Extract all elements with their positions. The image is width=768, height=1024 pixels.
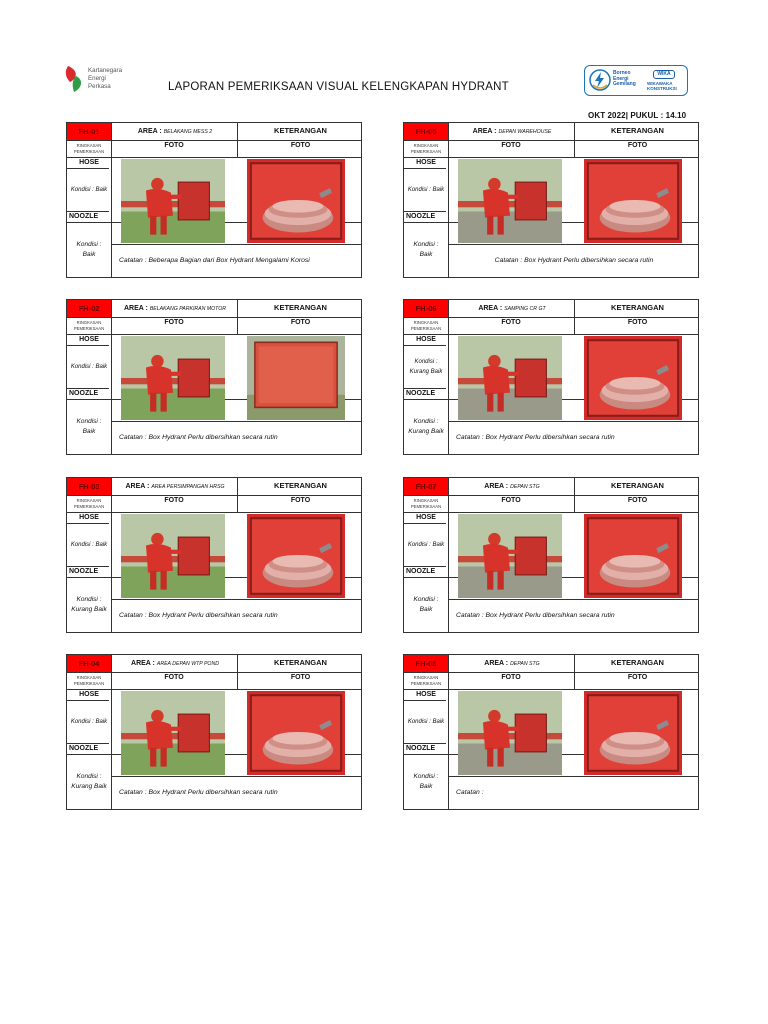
noozle-kondisi: Kondisi : Baik xyxy=(76,418,102,435)
noozle-kondisi: Kondisi : Kurang Baik xyxy=(71,596,107,613)
inspection-photo-hose-box xyxy=(247,336,345,420)
hose-kondisi: Kondisi : Kurang Baik xyxy=(409,359,443,375)
noozle-kondisi: Kondisi : Kurang Baik xyxy=(71,773,107,790)
foto-header-2: FOTO xyxy=(290,497,311,504)
area-value: DEPAN STG xyxy=(510,661,540,667)
company-logo-right xyxy=(584,65,688,96)
hose-kondisi: Kondisi : Baik xyxy=(70,542,108,548)
catatan-note: Catatan : Box Hydrant Perlu dibersihkan secara rutin xyxy=(119,434,278,441)
hydrant-card-fh-05 xyxy=(403,122,699,278)
ringkasan-label: RINGKASAN PEMERIKSAAN xyxy=(73,320,105,331)
hose-label: HOSE xyxy=(79,691,99,698)
foto-header-1: FOTO xyxy=(164,142,184,149)
area-label: AREA : BELAKANG PARKIRAN MOTOR xyxy=(123,305,227,312)
company-logo-left xyxy=(62,64,152,96)
inspection-photo-hose-box xyxy=(247,691,345,775)
hose-label: HOSE xyxy=(416,691,436,698)
inspection-photo-worker xyxy=(121,336,225,420)
ringkasan-label: RINGKASAN PEMERIKSAAN xyxy=(410,675,442,686)
keterangan-header: KETERANGAN xyxy=(274,126,327,135)
area-value: SAMPING CR GT xyxy=(504,306,546,312)
inspection-photo-worker xyxy=(458,336,562,420)
ringkasan-label: RINGKASAN PEMERIKSAAN xyxy=(73,143,105,154)
lightning-bolt-icon xyxy=(589,69,611,91)
hydrant-card-fh-08 xyxy=(403,654,699,810)
keterangan-header: KETERANGAN xyxy=(274,658,327,667)
foto-header-1: FOTO xyxy=(501,497,521,504)
catatan-note: Catatan : Beberapa Bagian dari Box Hydrant Mengalami Korosi xyxy=(119,257,310,264)
leaf-logo-icon xyxy=(62,64,86,94)
catatan-note: Catatan : Box Hydrant Perlu dibersihkan secara rutin xyxy=(119,612,278,619)
noozle-label: NOOZLE xyxy=(69,568,99,575)
foto-header-2: FOTO xyxy=(627,319,648,326)
area-value: AREA PERSIMPANGAN HRSG xyxy=(151,484,225,490)
inspection-photo-worker xyxy=(121,514,225,598)
foto-header-2: FOTO xyxy=(290,319,311,326)
ringkasan-label: RINGKASAN PEMERIKSAAN xyxy=(410,498,442,509)
foto-header-2: FOTO xyxy=(290,674,311,681)
noozle-kondisi: Kondisi : Baik xyxy=(413,596,439,613)
keterangan-header: KETERANGAN xyxy=(611,658,664,667)
hydrant-id: FH-07 xyxy=(404,478,448,495)
noozle-label: NOOZLE xyxy=(406,568,436,575)
hose-label: HOSE xyxy=(416,336,436,343)
company-name-left: Kartanegara Energi Perkasa xyxy=(88,67,123,90)
hydrant-id: FH-02 xyxy=(67,300,111,317)
foto-header-1: FOTO xyxy=(501,142,521,149)
hose-label: HOSE xyxy=(79,336,99,343)
noozle-label: NOOZLE xyxy=(69,745,99,752)
hydrant-id: FH-03 xyxy=(67,478,111,495)
hydrant-card-fh-01 xyxy=(66,122,362,278)
area-label: AREA : BELAKANG MESS 2 xyxy=(137,128,213,135)
area-label: AREA : DEPAN STG xyxy=(484,660,540,667)
foto-header-1: FOTO xyxy=(501,674,521,681)
hose-kondisi: Kondisi : Baik xyxy=(407,187,445,193)
hydrant-card-fh-03 xyxy=(66,477,362,633)
noozle-label: NOOZLE xyxy=(406,213,436,220)
hydrant-id: FH-05 xyxy=(404,123,448,140)
area-label: AREA : DEPAN STG xyxy=(484,483,540,490)
inspection-photo-hose-box xyxy=(247,159,345,243)
hose-kondisi: Kondisi : Baik xyxy=(407,719,445,725)
inspection-photo-hose-box xyxy=(584,159,682,243)
ringkasan-label: RINGKASAN PEMERIKSAAN xyxy=(410,143,442,154)
area-value: BELAKANG MESS 2 xyxy=(163,129,213,135)
hose-kondisi: Kondisi : Baik xyxy=(70,719,108,725)
hydrant-id: FH-08 xyxy=(404,655,448,672)
keterangan-header: KETERANGAN xyxy=(274,303,327,312)
area-value: AREA DEPAN WTP POND xyxy=(156,661,219,667)
foto-header-2: FOTO xyxy=(290,142,311,149)
company-name-right: Borneo Energi Gemilang xyxy=(613,70,636,88)
hose-kondisi: Kondisi : Baik xyxy=(70,364,108,370)
foto-header-1: FOTO xyxy=(164,674,184,681)
area-value: DEPAN WAREHOUSE xyxy=(498,129,552,135)
noozle-label: NOOZLE xyxy=(406,390,436,397)
hose-label: HOSE xyxy=(79,514,99,521)
catatan-note: Catatan : Box Hydrant Perlu dibersihkan secara rutin xyxy=(456,612,615,619)
hose-label: HOSE xyxy=(79,159,99,166)
area-label: AREA : AREA PERSIMPANGAN HRSG xyxy=(125,483,225,490)
hose-label: HOSE xyxy=(416,514,436,521)
partner-logo: WIKA WIKAWAKA KONSTRUKSI xyxy=(647,71,677,91)
noozle-kondisi: Kondisi : Baik xyxy=(413,241,439,258)
inspection-photo-worker xyxy=(121,159,225,243)
foto-header-1: FOTO xyxy=(164,497,184,504)
area-value: DEPAN STG xyxy=(510,484,540,490)
catatan-note: Catatan : Box Hydrant Perlu dibersihkan secara rutin xyxy=(119,789,278,796)
area-value: BELAKANG PARKIRAN MOTOR xyxy=(149,306,227,312)
inspection-photo-worker xyxy=(458,691,562,775)
hydrant-card-fh-06 xyxy=(403,299,699,455)
foto-header-2: FOTO xyxy=(627,497,648,504)
inspection-photo-worker xyxy=(458,514,562,598)
noozle-kondisi: Kondisi : Baik xyxy=(413,773,439,790)
area-label: AREA : DEPAN WAREHOUSE xyxy=(472,128,552,135)
catatan-note: Catatan : Box Hydrant Perlu dibersihkan secara rutin xyxy=(494,257,654,264)
hydrant-card-fh-02 xyxy=(66,299,362,455)
keterangan-header: KETERANGAN xyxy=(611,126,664,135)
inspection-date: OKT 2022| PUKUL : 14.10 xyxy=(588,111,687,120)
inspection-photo-hose-box xyxy=(584,514,682,598)
inspection-photo-worker xyxy=(458,159,562,243)
keterangan-header: KETERANGAN xyxy=(611,481,664,490)
foto-header-1: FOTO xyxy=(164,319,184,326)
hydrant-card-fh-07 xyxy=(403,477,699,633)
ringkasan-label: RINGKASAN PEMERIKSAAN xyxy=(73,498,105,509)
noozle-label: NOOZLE xyxy=(69,390,99,397)
noozle-kondisi: Kondisi : Baik xyxy=(76,241,102,258)
keterangan-header: KETERANGAN xyxy=(611,303,664,312)
area-label: AREA : AREA DEPAN WTP POND xyxy=(131,660,219,667)
keterangan-header: KETERANGAN xyxy=(274,481,327,490)
ringkasan-label: RINGKASAN PEMERIKSAAN xyxy=(73,675,105,686)
foto-header-1: FOTO xyxy=(501,319,521,326)
catatan-note: Catatan : xyxy=(456,789,484,796)
inspection-photo-hose-box xyxy=(584,336,682,420)
area-label: AREA : SAMPING CR GT xyxy=(478,305,546,312)
inspection-photo-worker xyxy=(121,691,225,775)
hydrant-card-fh-04 xyxy=(66,654,362,810)
inspection-photo-hose-box xyxy=(584,691,682,775)
hose-kondisi: Kondisi : Baik xyxy=(70,187,108,193)
hose-kondisi: Kondisi : Baik xyxy=(407,542,445,548)
foto-header-2: FOTO xyxy=(627,674,648,681)
noozle-label: NOOZLE xyxy=(69,213,99,220)
hydrant-id: FH-04 xyxy=(67,655,111,672)
foto-header-2: FOTO xyxy=(627,142,648,149)
page-title: LAPORAN PEMERIKSAAN VISUAL KELENGKAPAN HYDRANT xyxy=(168,81,509,93)
inspection-photo-hose-box xyxy=(247,514,345,598)
noozle-label: NOOZLE xyxy=(406,745,436,752)
noozle-kondisi: Kondisi : Kurang Baik xyxy=(408,418,444,435)
hose-label: HOSE xyxy=(416,159,436,166)
ringkasan-label: RINGKASAN PEMERIKSAAN xyxy=(410,320,442,331)
catatan-note: Catatan : Box Hydrant Perlu dibersihkan secara rutin xyxy=(456,434,615,441)
hydrant-id: FH-06 xyxy=(404,300,448,317)
hydrant-id: FH-01 xyxy=(67,123,111,140)
